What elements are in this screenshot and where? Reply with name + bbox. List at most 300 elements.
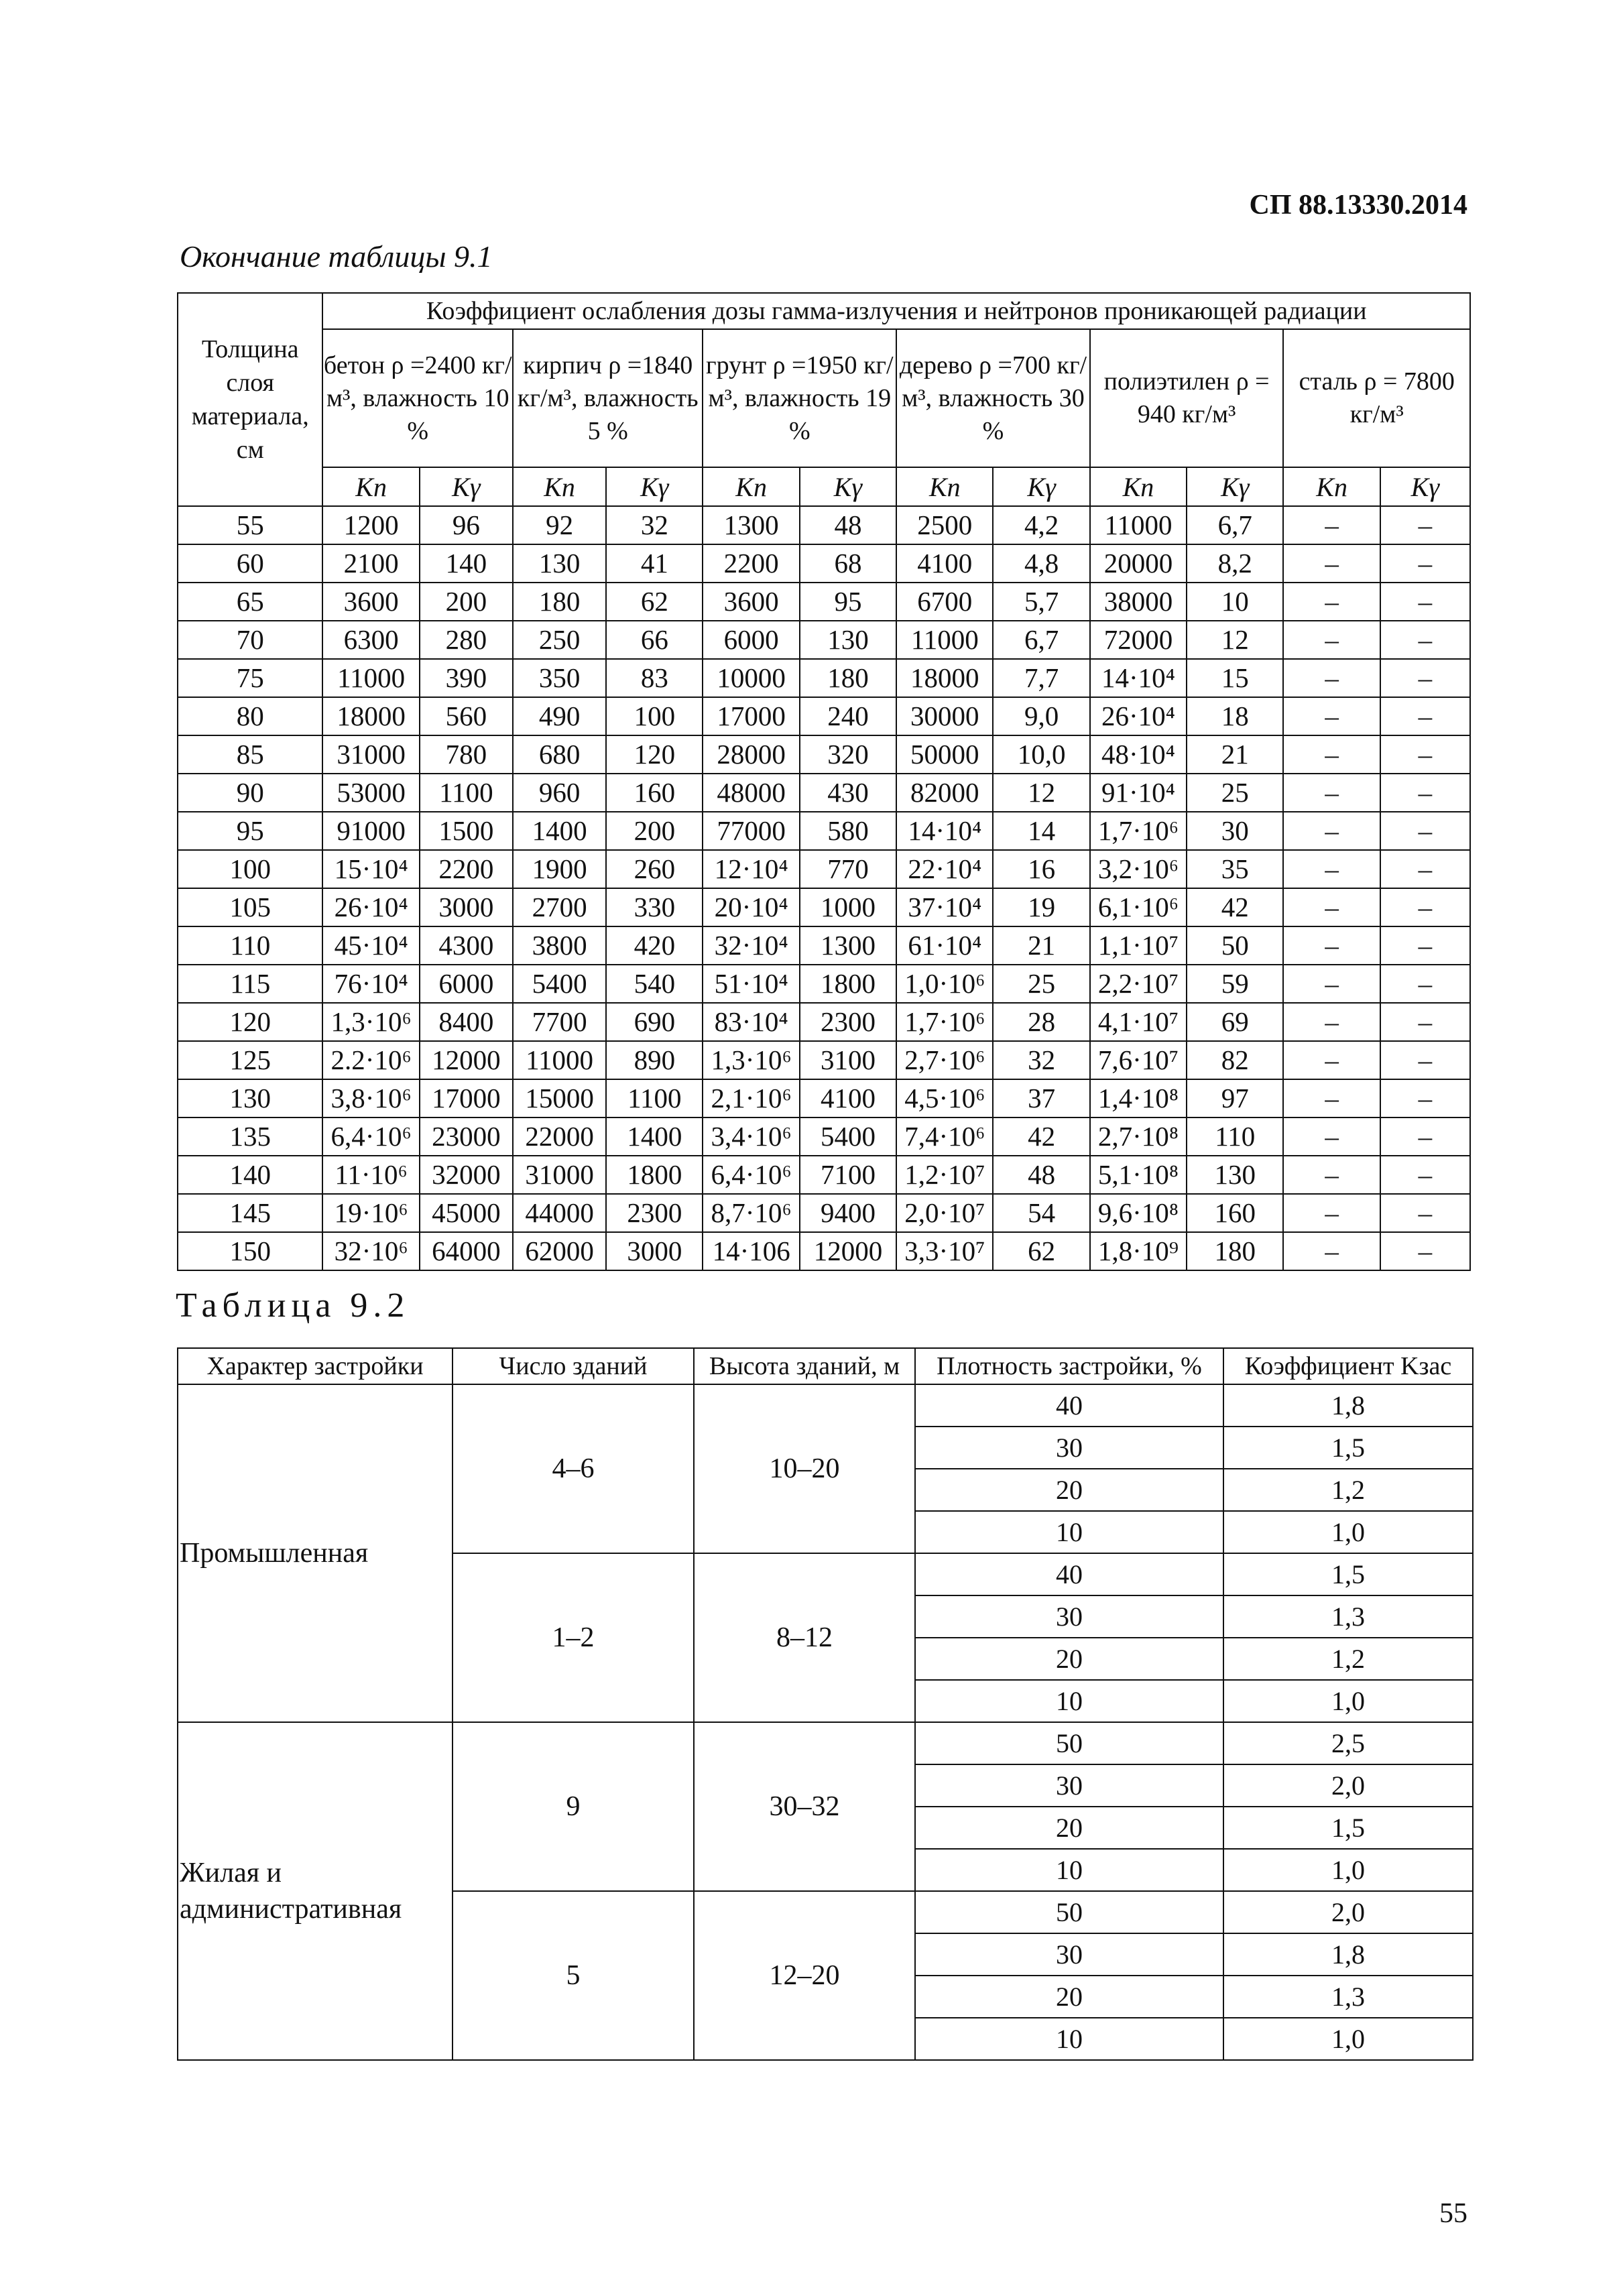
coefficient-cell: 540 (606, 965, 703, 1003)
coefficient-cell: 2,0 (1223, 1891, 1473, 1933)
table-row (178, 1117, 1470, 1156)
coefficient-cell: – (1380, 812, 1470, 850)
coefficient-cell: 4,5·10⁶ (896, 1079, 993, 1117)
coefficient-cell: 250 (513, 621, 606, 659)
table-row (178, 659, 1470, 697)
coefficient-cell: 3000 (606, 1232, 703, 1270)
coefficient-cell: – (1380, 1194, 1470, 1232)
coefficient-cell: 59 (1187, 965, 1283, 1003)
coefficient-cell: 25 (1187, 774, 1283, 812)
coefficient-cell: 3600 (322, 583, 419, 621)
coefficient-cell: 14 (993, 812, 1089, 850)
thickness-cell: 125 (178, 1041, 322, 1079)
coefficient-cell: 7,4·10⁶ (896, 1117, 993, 1156)
coefficient-cell: – (1380, 1003, 1470, 1041)
coefficient-cell: 4,1·10⁷ (1090, 1003, 1187, 1041)
coefficient-cell: 12000 (420, 1041, 513, 1079)
material-header: дерево ρ =700 кг/м³, влажность 30 % (896, 329, 1090, 467)
header-coefficient: Коэффициент Kзас (1223, 1348, 1473, 1384)
coefficient-cell: 21 (993, 926, 1089, 965)
coefficient-cell: 2300 (606, 1194, 703, 1232)
coefficient-cell: 6,1·10⁶ (1090, 888, 1187, 926)
coefficient-cell: 1800 (606, 1156, 703, 1194)
density-cell: 10 (915, 1849, 1223, 1891)
coefficient-cell: 12 (1187, 621, 1283, 659)
coefficient-cell: 2300 (800, 1003, 896, 1041)
coefficient-cell: 50 (1187, 926, 1283, 965)
coefficient-cell: 200 (420, 583, 513, 621)
coefficient-cell: 30000 (896, 697, 993, 735)
coefficient-cell: – (1380, 735, 1470, 774)
coefficient-cell: 5,7 (993, 583, 1089, 621)
coefficient-cell: 15000 (513, 1079, 606, 1117)
coefficient-cell: 1,5 (1223, 1553, 1473, 1595)
table-row (178, 697, 1470, 735)
kgamma-header: Kγ (420, 467, 513, 506)
coefficient-cell: 18 (1187, 697, 1283, 735)
coefficient-cell: 32000 (420, 1156, 513, 1194)
coefficient-cell: 77000 (703, 812, 799, 850)
coefficient-cell: 20000 (1090, 544, 1187, 583)
table-row (178, 1194, 1470, 1232)
coefficient-cell: – (1283, 583, 1380, 621)
coefficient-cell: – (1283, 965, 1380, 1003)
building-count-cell: 5 (453, 1891, 694, 2060)
coefficient-cell: 18000 (322, 697, 419, 735)
coefficient-cell: 62 (606, 583, 703, 621)
coefficient-cell: 11000 (513, 1041, 606, 1079)
density-cell: 20 (915, 1469, 1223, 1511)
coefficient-cell: 10,0 (993, 735, 1089, 774)
coefficient-cell: 41 (606, 544, 703, 583)
material-header: кирпич ρ =1840 кг/м³, влажность 5 % (513, 329, 703, 467)
coefficient-cell: 6700 (896, 583, 993, 621)
coefficient-cell: 48 (993, 1156, 1089, 1194)
coefficient-cell: 42 (993, 1117, 1089, 1156)
thickness-cell: 70 (178, 621, 322, 659)
coefficient-cell: – (1380, 888, 1470, 926)
coefficient-cell: 130 (1187, 1156, 1283, 1194)
coefficient-cell: 7100 (800, 1156, 896, 1194)
coefficient-cell: 490 (513, 697, 606, 735)
coefficient-cell: 6000 (703, 621, 799, 659)
coefficient-cell: – (1283, 1194, 1380, 1232)
coefficient-cell: 66 (606, 621, 703, 659)
table-row (178, 1079, 1470, 1117)
coefficient-cell: 45000 (420, 1194, 513, 1232)
coefficient-cell: – (1380, 850, 1470, 888)
thickness-cell: 65 (178, 583, 322, 621)
density-cell: 40 (915, 1553, 1223, 1595)
coefficient-cell: – (1283, 850, 1380, 888)
table-row (178, 544, 1470, 583)
coefficient-cell: 130 (513, 544, 606, 583)
coefficient-cell: – (1380, 1232, 1470, 1270)
coefficient-cell: 3600 (703, 583, 799, 621)
coefficient-cell: 10 (1187, 583, 1283, 621)
coefficient-cell: 37 (993, 1079, 1089, 1117)
coefficient-cell: 14·10⁴ (1090, 659, 1187, 697)
coefficient-cell: 54 (993, 1194, 1089, 1232)
coefficient-cell: 2,7·10⁸ (1090, 1117, 1187, 1156)
coefficient-cell: 9,0 (993, 697, 1089, 735)
table-row (178, 1722, 1473, 1764)
kn-header: Kn (1090, 467, 1187, 506)
coefficient-cell: 20·10⁴ (703, 888, 799, 926)
coefficient-cell: – (1283, 659, 1380, 697)
coefficient-cell: 1,0 (1223, 1849, 1473, 1891)
coefficient-cell: 1,0·10⁶ (896, 965, 993, 1003)
kn-header: Kn (513, 467, 606, 506)
building-height-cell: 8–12 (694, 1553, 915, 1722)
coefficient-cell: 240 (800, 697, 896, 735)
attenuation-main-header: Коэффициент ослабления дозы гамма-излучения и нейтронов проникающей радиации (322, 293, 1470, 329)
coefficient-cell: 3800 (513, 926, 606, 965)
coefficient-cell: 44000 (513, 1194, 606, 1232)
coefficient-cell: 2200 (420, 850, 513, 888)
coefficient-cell: 91000 (322, 812, 419, 850)
coefficient-cell: 7,7 (993, 659, 1089, 697)
coefficient-cell: – (1283, 621, 1380, 659)
coefficient-cell: 130 (800, 621, 896, 659)
coefficient-cell: – (1283, 812, 1380, 850)
kgamma-header: Kγ (1187, 467, 1283, 506)
coefficient-cell: – (1380, 1079, 1470, 1117)
coefficient-cell: 2.2·10⁶ (322, 1041, 419, 1079)
coefficient-cell: 5,1·10⁸ (1090, 1156, 1187, 1194)
coefficient-cell: 32·10⁶ (322, 1232, 419, 1270)
coefficient-cell: 12000 (800, 1232, 896, 1270)
coefficient-cell: 320 (800, 735, 896, 774)
header-density: Плотность застройки, % (915, 1348, 1223, 1384)
density-cell: 30 (915, 1764, 1223, 1807)
table-row (178, 1232, 1470, 1270)
building-count-cell: 9 (453, 1722, 694, 1891)
kgamma-header: Kγ (993, 467, 1089, 506)
table-row (178, 1156, 1470, 1194)
coefficient-cell: 8,2 (1187, 544, 1283, 583)
coefficient-cell: – (1380, 697, 1470, 735)
coefficient-cell: 770 (800, 850, 896, 888)
building-type-cell: Жилая и административная (178, 1722, 453, 2060)
coefficient-cell: 6,7 (993, 621, 1089, 659)
coefficient-cell: 82 (1187, 1041, 1283, 1079)
coefficient-cell: 180 (1187, 1232, 1283, 1270)
thickness-header: Толщина слоя материала, см (178, 293, 322, 506)
thickness-cell: 140 (178, 1156, 322, 1194)
coefficient-cell: – (1283, 1156, 1380, 1194)
building-count-cell: 1–2 (453, 1553, 694, 1722)
table-9-1 (177, 292, 1471, 1271)
coefficient-cell: 2,0·10⁷ (896, 1194, 993, 1232)
coefficient-cell: 180 (800, 659, 896, 697)
coefficient-cell: – (1380, 583, 1470, 621)
coefficient-cell: 5400 (513, 965, 606, 1003)
thickness-cell: 75 (178, 659, 322, 697)
coefficient-cell: 82000 (896, 774, 993, 812)
coefficient-cell: 1800 (800, 965, 896, 1003)
coefficient-cell: 22000 (513, 1117, 606, 1156)
coefficient-cell: 97 (1187, 1079, 1283, 1117)
coefficient-cell: 1,4·10⁸ (1090, 1079, 1187, 1117)
thickness-cell: 135 (178, 1117, 322, 1156)
coefficient-cell: 62000 (513, 1232, 606, 1270)
table-row (178, 506, 1470, 544)
coefficient-cell: – (1380, 544, 1470, 583)
coefficient-cell: 92 (513, 506, 606, 544)
density-cell: 20 (915, 1638, 1223, 1680)
coefficient-cell: 1,5 (1223, 1807, 1473, 1849)
table-row (178, 621, 1470, 659)
coefficient-cell: 2,7·10⁶ (896, 1041, 993, 1079)
table-row (178, 583, 1470, 621)
coefficient-cell: 330 (606, 888, 703, 926)
coefficient-cell: 3100 (800, 1041, 896, 1079)
material-header: полиэтилен ρ = 940 кг/м³ (1090, 329, 1284, 467)
coefficient-cell: 17000 (703, 697, 799, 735)
coefficient-cell: 1,7·10⁶ (1090, 812, 1187, 850)
coefficient-cell: 83 (606, 659, 703, 697)
coefficient-cell: 8400 (420, 1003, 513, 1041)
coefficient-cell: 15 (1187, 659, 1283, 697)
coefficient-cell: 38000 (1090, 583, 1187, 621)
coefficient-cell: 2700 (513, 888, 606, 926)
thickness-cell: 110 (178, 926, 322, 965)
coefficient-cell: – (1283, 1117, 1380, 1156)
coefficient-cell: 1900 (513, 850, 606, 888)
coefficient-cell: – (1283, 1041, 1380, 1079)
coefficient-cell: 96 (420, 506, 513, 544)
coefficient-cell: 2,1·10⁶ (703, 1079, 799, 1117)
coefficient-cell: – (1283, 544, 1380, 583)
table-row (178, 850, 1470, 888)
coefficient-cell: 1,3·10⁶ (322, 1003, 419, 1041)
kgamma-header: Kγ (800, 467, 896, 506)
coefficient-cell: 3,2·10⁶ (1090, 850, 1187, 888)
coefficient-cell: 1,2·10⁷ (896, 1156, 993, 1194)
density-cell: 30 (915, 1595, 1223, 1638)
coefficient-cell: 560 (420, 697, 513, 735)
coefficient-cell: – (1380, 1041, 1470, 1079)
coefficient-cell: 1300 (703, 506, 799, 544)
coefficient-cell: 6000 (420, 965, 513, 1003)
coefficient-cell: 28000 (703, 735, 799, 774)
coefficient-cell: – (1283, 926, 1380, 965)
coefficient-cell: 6,7 (1187, 506, 1283, 544)
thickness-cell: 85 (178, 735, 322, 774)
coefficient-cell: 48 (800, 506, 896, 544)
coefficient-cell: 25 (993, 965, 1089, 1003)
coefficient-cell: 11000 (896, 621, 993, 659)
building-type-cell: Промышленная (178, 1384, 453, 1722)
coefficient-cell: 4100 (800, 1079, 896, 1117)
material-header: сталь ρ = 7800 кг/м³ (1283, 329, 1470, 467)
coefficient-cell: 4300 (420, 926, 513, 965)
coefficient-cell: 1400 (513, 812, 606, 850)
coefficient-cell: 960 (513, 774, 606, 812)
coefficient-cell: 28 (993, 1003, 1089, 1041)
coefficient-cell: 95 (800, 583, 896, 621)
coefficient-cell: – (1380, 926, 1470, 965)
coefficient-cell: 1100 (606, 1079, 703, 1117)
coefficient-cell: – (1283, 506, 1380, 544)
table-9-1-continuation-caption: Окончание таблицы 9.1 (180, 239, 493, 274)
coefficient-cell: 51·10⁴ (703, 965, 799, 1003)
coefficient-cell: 1400 (606, 1117, 703, 1156)
coefficient-cell: 11000 (1090, 506, 1187, 544)
coefficient-cell: 69 (1187, 1003, 1283, 1041)
coefficient-cell: 580 (800, 812, 896, 850)
density-cell: 50 (915, 1722, 1223, 1764)
coefficient-cell: 48000 (703, 774, 799, 812)
coefficient-cell: 11000 (322, 659, 419, 697)
density-cell: 10 (915, 1511, 1223, 1553)
coefficient-cell: – (1380, 965, 1470, 1003)
density-cell: 30 (915, 1933, 1223, 1976)
thickness-cell: 115 (178, 965, 322, 1003)
coefficient-cell: 280 (420, 621, 513, 659)
coefficient-cell: – (1283, 735, 1380, 774)
coefficient-cell: – (1283, 1079, 1380, 1117)
coefficient-cell: 76·10⁴ (322, 965, 419, 1003)
thickness-cell: 95 (178, 812, 322, 850)
building-count-cell: 4–6 (453, 1384, 694, 1553)
coefficient-cell: – (1283, 1003, 1380, 1041)
coefficient-cell: 2200 (703, 544, 799, 583)
coefficient-cell: 6300 (322, 621, 419, 659)
kn-header: Kn (896, 467, 993, 506)
coefficient-cell: – (1283, 1232, 1380, 1270)
table-row (178, 1041, 1470, 1079)
coefficient-cell: 45·10⁴ (322, 926, 419, 965)
coefficient-cell: – (1380, 774, 1470, 812)
coefficient-cell: 83·10⁴ (703, 1003, 799, 1041)
density-cell: 30 (915, 1427, 1223, 1469)
coefficient-cell: 1000 (800, 888, 896, 926)
coefficient-cell: 1,3 (1223, 1595, 1473, 1638)
coefficient-cell: 2,5 (1223, 1722, 1473, 1764)
density-cell: 20 (915, 1807, 1223, 1849)
coefficient-cell: 12 (993, 774, 1089, 812)
thickness-cell: 100 (178, 850, 322, 888)
coefficient-cell: 1,8·10⁹ (1090, 1232, 1187, 1270)
coefficient-cell: 61·10⁴ (896, 926, 993, 965)
kn-header: Kn (322, 467, 419, 506)
density-cell: 50 (915, 1891, 1223, 1933)
coefficient-cell: 1,2 (1223, 1469, 1473, 1511)
header-building-height: Высота зданий, м (694, 1348, 915, 1384)
coefficient-cell: 4,8 (993, 544, 1089, 583)
coefficient-cell: 23000 (420, 1117, 513, 1156)
coefficient-cell: 1200 (322, 506, 419, 544)
coefficient-cell: 9400 (800, 1194, 896, 1232)
coefficient-cell: 160 (606, 774, 703, 812)
coefficient-cell: 4100 (896, 544, 993, 583)
coefficient-cell: 6,4·10⁶ (322, 1117, 419, 1156)
coefficient-cell: 14·106 (703, 1232, 799, 1270)
building-height-cell: 30–32 (694, 1722, 915, 1891)
coefficient-cell: 32 (993, 1041, 1089, 1079)
coefficient-cell: – (1380, 1117, 1470, 1156)
coefficient-cell: 3,3·10⁷ (896, 1232, 993, 1270)
coefficient-cell: 22·10⁴ (896, 850, 993, 888)
coefficient-cell: 62 (993, 1232, 1089, 1270)
kn-header: Kn (1283, 467, 1380, 506)
table-9-2-caption: Таблица 9.2 (176, 1286, 410, 1325)
coefficient-cell: 48·10⁴ (1090, 735, 1187, 774)
coefficient-cell: 7,6·10⁷ (1090, 1041, 1187, 1079)
coefficient-cell: 180 (513, 583, 606, 621)
coefficient-cell: 17000 (420, 1079, 513, 1117)
coefficient-cell: 1,0 (1223, 1511, 1473, 1553)
coefficient-cell: 1300 (800, 926, 896, 965)
coefficient-cell: 19·10⁶ (322, 1194, 419, 1232)
document-code: СП 88.13330.2014 (1249, 190, 1467, 221)
coefficient-cell: 260 (606, 850, 703, 888)
table-row (178, 774, 1470, 812)
coefficient-cell: 35 (1187, 850, 1283, 888)
material-header: грунт ρ =1950 кг/м³, влажность 19 % (703, 329, 896, 467)
coefficient-cell: 26·10⁴ (1090, 697, 1187, 735)
coefficient-cell: 8,7·10⁶ (703, 1194, 799, 1232)
coefficient-cell: 140 (420, 544, 513, 583)
coefficient-cell: 37·10⁴ (896, 888, 993, 926)
density-cell: 20 (915, 1976, 1223, 2018)
coefficient-cell: 390 (420, 659, 513, 697)
coefficient-cell: 350 (513, 659, 606, 697)
coefficient-cell: 430 (800, 774, 896, 812)
coefficient-cell: 200 (606, 812, 703, 850)
coefficient-cell: 19 (993, 888, 1089, 926)
thickness-cell: 120 (178, 1003, 322, 1041)
coefficient-cell: 100 (606, 697, 703, 735)
coefficient-cell: 2500 (896, 506, 993, 544)
table-row (178, 735, 1470, 774)
thickness-cell: 80 (178, 697, 322, 735)
coefficient-cell: 9,6·10⁸ (1090, 1194, 1187, 1232)
coefficient-cell: 1,0 (1223, 2018, 1473, 2060)
coefficient-cell: 1,1·10⁷ (1090, 926, 1187, 965)
coefficient-cell: 2100 (322, 544, 419, 583)
thickness-cell: 130 (178, 1079, 322, 1117)
coefficient-cell: – (1380, 506, 1470, 544)
building-height-cell: 10–20 (694, 1384, 915, 1553)
coefficient-cell: 11·10⁶ (322, 1156, 419, 1194)
density-cell: 10 (915, 1680, 1223, 1722)
coefficient-cell: 68 (800, 544, 896, 583)
coefficient-cell: 26·10⁴ (322, 888, 419, 926)
kgamma-header: Kγ (1380, 467, 1470, 506)
thickness-cell: 60 (178, 544, 322, 583)
coefficient-cell: 32·10⁴ (703, 926, 799, 965)
coefficient-cell: 31000 (513, 1156, 606, 1194)
coefficient-cell: 1,8 (1223, 1933, 1473, 1976)
coefficient-cell: 18000 (896, 659, 993, 697)
kn-header: Kn (703, 467, 799, 506)
coefficient-cell: 30 (1187, 812, 1283, 850)
coefficient-cell: 5400 (800, 1117, 896, 1156)
coefficient-cell: 64000 (420, 1232, 513, 1270)
coefficient-cell: 6,4·10⁶ (703, 1156, 799, 1194)
coefficient-cell: 1,5 (1223, 1427, 1473, 1469)
coefficient-cell: 32 (606, 506, 703, 544)
table-row (178, 1384, 1473, 1427)
coefficient-cell: – (1380, 659, 1470, 697)
coefficient-cell: 4,2 (993, 506, 1089, 544)
coefficient-cell: 780 (420, 735, 513, 774)
coefficient-cell: 1,2 (1223, 1638, 1473, 1680)
coefficient-cell: – (1283, 774, 1380, 812)
